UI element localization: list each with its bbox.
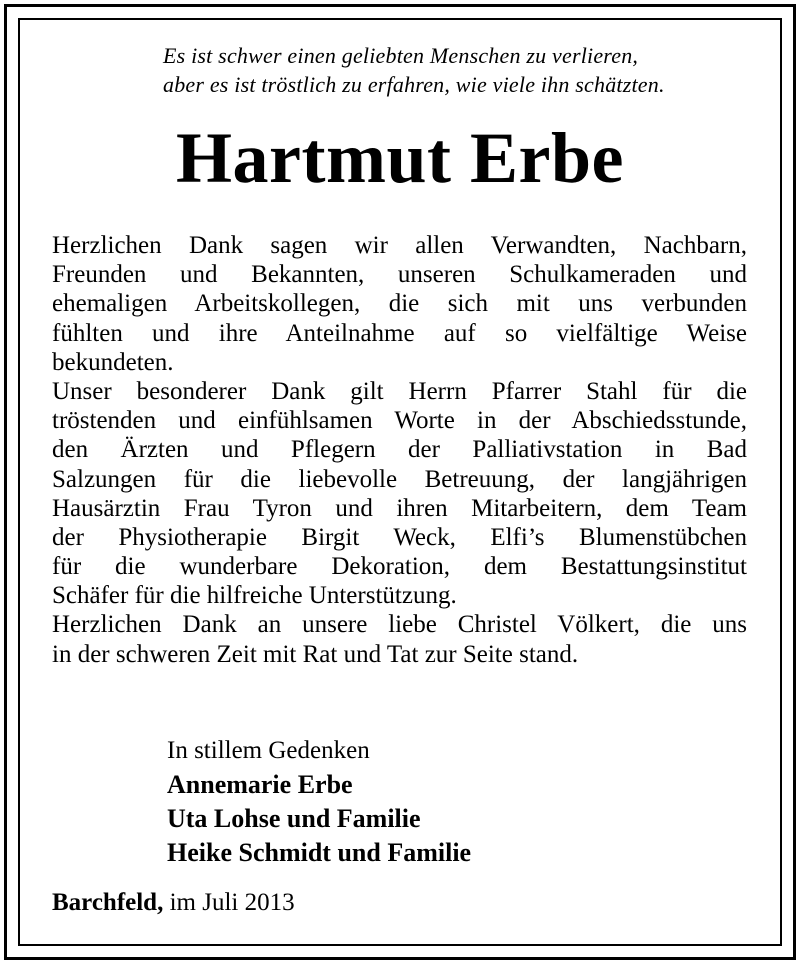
place: Barchfeld, xyxy=(52,889,164,916)
body-line: ehemaligen Arbeitskollegen, die sich mit uns verbunden xyxy=(52,290,747,318)
body-line: fühlten und ihre Anteilnahme auf so vielfältige Weise xyxy=(52,319,747,347)
deceased-name: Hartmut Erbe xyxy=(176,118,624,198)
body-line: den Ärzten und Pflegern der Palliativstation in Bad xyxy=(52,436,747,464)
body-line: für die wunderbare Dekoration, dem Bestattungsinstitut xyxy=(52,553,747,581)
place-date-line xyxy=(52,886,295,920)
quote-line-2: aber es ist tröstlich zu erfahren, wie viele ihn schätzten. xyxy=(163,72,665,97)
body-line: Herzlichen Dank sagen wir allen Verwandten, Nachbarn, xyxy=(52,232,747,259)
mourner-name: Heike Schmidt und Familie xyxy=(167,838,472,867)
body-line: der Physiotherapie Birgit Weck, Elfi’s Blumenstübchen xyxy=(52,523,747,551)
signature-intro: In stillem Gedenken xyxy=(167,737,370,764)
body-line: Herzlichen Dank an unsere liebe Christel Völkert, die uns xyxy=(52,611,747,639)
signature-block xyxy=(167,734,471,870)
body-line: tröstenden und einfühlsamen Worte in der Abschiedsstunde, xyxy=(52,407,747,435)
thank-you-text xyxy=(52,231,747,669)
body-line: Schäfer für die hilfreiche Unterstützung. xyxy=(52,582,457,610)
mourner-name: Annemarie Erbe xyxy=(167,770,353,799)
body-line: bekundeten. xyxy=(52,348,174,376)
body-line: Freunden und Bekannten, unseren Schulkameraden und xyxy=(52,261,747,289)
body-line: in der schweren Zeit mit Rat und Tat zur Seite stand. xyxy=(52,640,579,668)
body-line: Salzungen für die liebevolle Betreuung, der langjährigen xyxy=(52,465,747,493)
memorial-quote xyxy=(163,41,665,99)
body-line: Unser besonderer Dank gilt Herrn Pfarrer Stahl für die xyxy=(52,377,747,405)
date: im Juli 2013 xyxy=(169,889,295,916)
body-line: Hausärztin Frau Tyron und ihren Mitarbeitern, dem Team xyxy=(52,494,747,522)
mourner-name: Uta Lohse und Familie xyxy=(167,804,421,833)
quote-line-1: Es ist schwer einen geliebten Menschen zu verlieren, xyxy=(163,43,639,68)
